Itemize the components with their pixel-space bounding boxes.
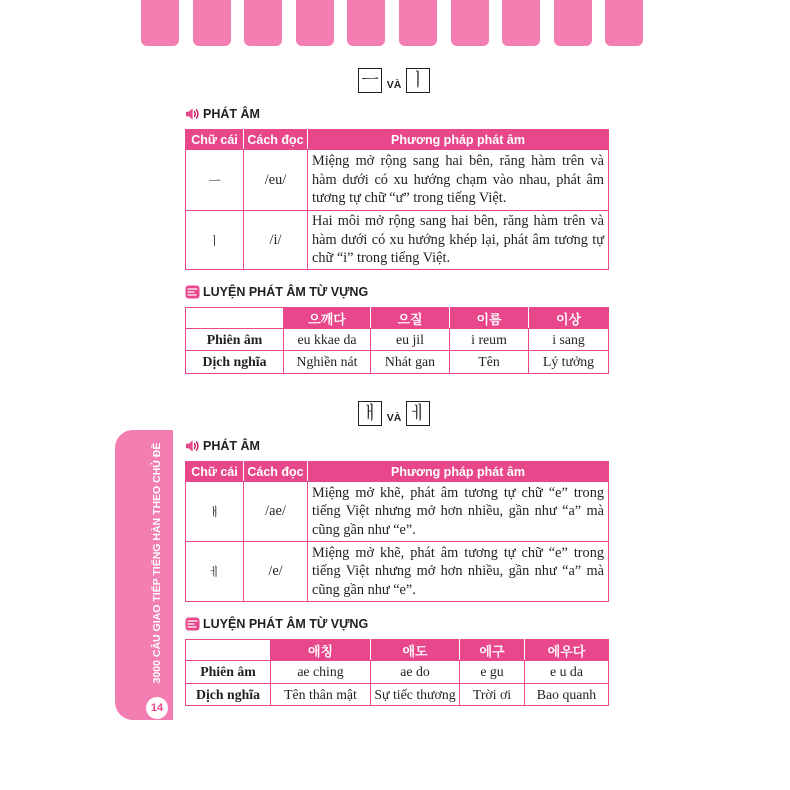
heading-joiner: VÀ (386, 79, 402, 91)
meaning-cell: Sự tiếc thương (371, 684, 460, 706)
top-tab (141, 0, 179, 46)
word-korean: 에우다 (525, 640, 609, 661)
vocabulary-table (185, 639, 609, 706)
meaning-cell: Tên (450, 351, 529, 374)
practice-icon (185, 285, 200, 299)
meaning-cell: Nghiền nát (284, 351, 371, 374)
table-header-row (186, 130, 609, 150)
top-tab (554, 0, 592, 46)
word-korean: 에구 (460, 640, 525, 661)
vowel-box-left: ㅐ (358, 401, 382, 426)
table-header-row (186, 462, 609, 482)
romanization-cell: ae do (371, 661, 460, 684)
pronunciation-title-text: PHÁT ÂM (203, 106, 260, 121)
table-row (186, 482, 609, 542)
table-corner (186, 640, 271, 661)
letter-cell: ㅡ (186, 150, 244, 211)
row-label-romanization: Phiên âm (186, 329, 284, 351)
word-korean: 애칭 (271, 640, 371, 661)
top-tab (347, 0, 385, 46)
vowel-box-left: ㅡ (358, 68, 382, 93)
page-number: 14 (146, 697, 168, 719)
meaning-cell: Lý tưởng (529, 351, 609, 374)
word-korean: 으질 (371, 308, 450, 329)
heading-joiner: VÀ (386, 412, 402, 424)
vowel-pair-heading (358, 401, 430, 426)
romanization-row (186, 661, 609, 684)
romanization-cell: ae ching (271, 661, 371, 684)
vowel-box-right: ㅔ (406, 401, 430, 426)
column-header-reading: Cách đọc (244, 462, 308, 482)
table-row (186, 150, 609, 211)
top-tab (451, 0, 489, 46)
practice-title (185, 284, 368, 299)
meaning-cell: Tên thân mật (271, 684, 371, 706)
reading-cell: /i/ (244, 211, 308, 270)
method-cell: Miệng mở rộng sang hai bên, răng hàm trên và hàm dưới có xu hướng chạm vào nhau, phát âm tương tự chữ “ư” trong tiếng Việt. (308, 150, 609, 211)
pronunciation-title (185, 438, 260, 453)
table-row (186, 211, 609, 270)
romanization-cell: e u da (525, 661, 609, 684)
meaning-row (186, 684, 609, 706)
word-korean: 애도 (371, 640, 460, 661)
meaning-cell: Bao quanh (525, 684, 609, 706)
romanization-cell: i sang (529, 329, 609, 351)
top-tab (502, 0, 540, 46)
speaker-icon (185, 107, 200, 121)
pronunciation-title (185, 106, 260, 121)
top-tab (605, 0, 643, 46)
reading-cell: /ae/ (244, 482, 308, 542)
practice-title-text: LUYỆN PHÁT ÂM TỪ VỰNG (203, 616, 369, 631)
pronunciation-table (185, 461, 609, 602)
table-header-row (186, 308, 609, 329)
meaning-cell: Nhát gan (371, 351, 450, 374)
romanization-row (186, 329, 609, 351)
column-header-method: Phương pháp phát âm (308, 130, 609, 150)
meaning-row (186, 351, 609, 374)
column-header-letter: Chữ cái (186, 130, 244, 150)
top-tabs (141, 0, 643, 46)
pronunciation-table (185, 129, 609, 270)
column-header-reading: Cách đọc (244, 130, 308, 150)
romanization-cell: i reum (450, 329, 529, 351)
reading-cell: /e/ (244, 542, 308, 602)
column-header-letter: Chữ cái (186, 462, 244, 482)
method-cell: Hai môi mở rộng sang hai bên, răng hàm trên và hàm dưới có xu hướng khép lại, phát âm tương tự chữ “i” trong tiếng Việt. (308, 211, 609, 270)
row-label-meaning: Dịch nghĩa (186, 684, 271, 706)
speaker-icon (185, 439, 200, 453)
top-tab (244, 0, 282, 46)
letter-cell: ㅔ (186, 542, 244, 602)
row-label-meaning: Dịch nghĩa (186, 351, 284, 374)
vocabulary-table (185, 307, 609, 374)
word-korean: 이름 (450, 308, 529, 329)
romanization-cell: eu jil (371, 329, 450, 351)
practice-icon (185, 617, 200, 631)
table-corner (186, 308, 284, 329)
vowel-box-right: ㅣ (406, 68, 430, 93)
top-tab (399, 0, 437, 46)
vowel-pair-heading (358, 68, 430, 93)
word-korean: 이상 (529, 308, 609, 329)
side-tab (115, 430, 173, 720)
top-tab (193, 0, 231, 46)
meaning-cell: Trời ơi (460, 684, 525, 706)
pronunciation-title-text: PHÁT ÂM (203, 438, 260, 453)
method-cell: Miệng mở khẽ, phát âm tương tự chữ “e” trong tiếng Việt nhưng mở hơn nhiều, gần như “a” mà cũng gần như “e”. (308, 482, 609, 542)
top-tab (296, 0, 334, 46)
table-header-row (186, 640, 609, 661)
letter-cell: ㅣ (186, 211, 244, 270)
row-label-romanization: Phiên âm (186, 661, 271, 684)
column-header-method: Phương pháp phát âm (308, 462, 609, 482)
word-korean: 으깨다 (284, 308, 371, 329)
reading-cell: /eu/ (244, 150, 308, 211)
practice-title (185, 616, 368, 631)
table-row (186, 542, 609, 602)
romanization-cell: e gu (460, 661, 525, 684)
letter-cell: ㅐ (186, 482, 244, 542)
method-cell: Miệng mở khẽ, phát âm tương tự chữ “e” trong tiếng Việt nhưng mở hơn nhiều, gần như “a” mà cũng gần như “e”. (308, 542, 609, 602)
book-side-title: 3000 CÂU GIAO TIẾP TIẾNG HÀN THEO CHỦ ĐỀ (151, 442, 163, 684)
romanization-cell: eu kkae da (284, 329, 371, 351)
practice-title-text: LUYỆN PHÁT ÂM TỪ VỰNG (203, 284, 369, 299)
